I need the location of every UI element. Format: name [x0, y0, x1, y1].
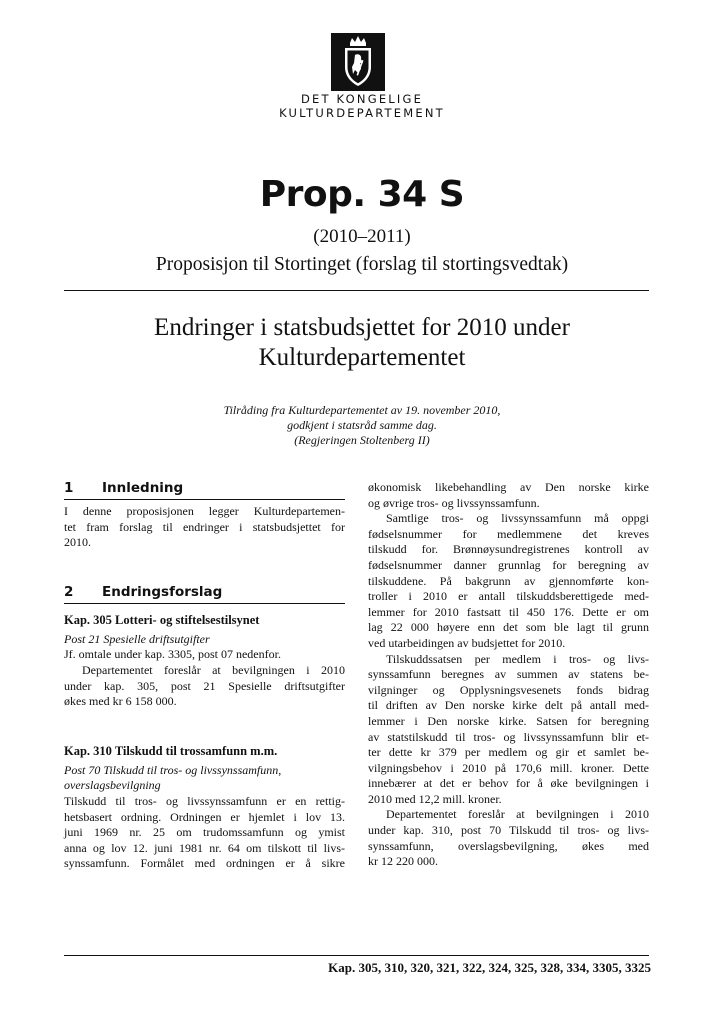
- document-title-line2: Kulturdepartementet: [258, 344, 466, 371]
- paragraph-line: Samtlige tros- og livssynssamfunn må oppgi: [386, 511, 649, 526]
- paragraph-line: Departementet foreslår at bevilgningen i 2010: [82, 662, 345, 677]
- norwegian-coat-of-arms-icon: [331, 33, 385, 91]
- department-name-line2: KULTURDEPARTEMENT: [279, 106, 445, 120]
- paragraph-line: Tilskudd til tros- og livssynssamfunn er en rettig-: [64, 793, 345, 808]
- section-title: Endringsforslag: [102, 583, 223, 600]
- footer-divider: [64, 955, 649, 956]
- paragraph-line: ter dette kr 379 per medlem og gir et samlet be-: [368, 745, 649, 760]
- paragraph-line: vilgningsbehov i 2010 på 170,6 mill. kroner. Dette: [368, 760, 649, 775]
- right-column: [368, 480, 649, 870]
- paragraph-line: synssamfunn beregnes av summen av statens be-: [368, 667, 649, 682]
- paragraph-line: fødselsnummer for medlemmene det kreves: [368, 526, 649, 541]
- section-1-heading: [64, 480, 345, 500]
- paragraph-line: lag 22 000 høyere enn det som ble lagt til grunn: [368, 620, 649, 635]
- footer-chapter-list: Kap. 305, 310, 320, 321, 322, 324, 325, 328, 334, 3305, 3325: [328, 960, 651, 975]
- section-2-heading: [64, 584, 345, 604]
- section-title: Innledning: [102, 480, 184, 496]
- paragraph-line: tilskuddene. På bakgrunn av gjennomførte kon-: [368, 573, 649, 588]
- proposition-type: Proposisjon til Stortinget (forslag til stortingsvedtak): [155, 254, 569, 275]
- paragraph-line: innebærer at det er behov for å øke bevilgningen i: [368, 776, 649, 791]
- chapter-heading: Kap. 305 Lotteri- og stiftelsestilsynet: [64, 612, 260, 627]
- paragraph-line: synssamfunn. Formålet med ordningen er å sikre: [64, 856, 345, 871]
- session-years: (2010–2011): [313, 226, 411, 247]
- paragraph-line: juni 1969 nr. 25 om trudomssamfunn og ymist: [64, 825, 345, 840]
- paragraph-line: økonomisk likebehandling av Den norske kirke: [368, 480, 649, 494]
- paragraph-line: og øvrige tros- og livssynssamfunn.: [368, 495, 540, 510]
- document-title: [70, 313, 654, 373]
- paragraph-line: synssamfunn, overslagsbevilgning, økes med: [368, 838, 649, 853]
- paragraph-line: under kap. 310, post 70 Tilskudd til tros- og livs-: [368, 823, 649, 838]
- approval-line1: Tilråding fra Kulturdepartementet av 19. november 2010,: [223, 403, 501, 417]
- paragraph-line: økes med kr 6 158 000.: [64, 694, 177, 709]
- paragraph-line: av statstilskudd til tros- og livssynssamfunn blir et-: [368, 729, 649, 744]
- paragraph-line: 2010 med 12,2 mill. kroner.: [368, 791, 502, 806]
- paragraph-line: I denne proposisjonen legger Kulturdepartemen-: [64, 504, 345, 518]
- chapter-heading: Kap. 310 Tilskudd til trossamfunn m.m.: [64, 743, 278, 758]
- paragraph-line: fødselsnummer danner grunnlag for beregning av: [368, 557, 649, 572]
- paragraph-line: Departementet foreslår at bevilgningen i 2010: [386, 807, 649, 822]
- paragraph-line: tilskudd for. Brønnøysundregistrenes kontroll av: [368, 542, 649, 557]
- paragraph-line: lemmer for 2010 fastsatt til 450 176. Dette er om: [368, 604, 649, 619]
- paragraph-line: anna og lov 12. juni 1981 nr. 64 om tilskott til livs-: [64, 840, 345, 855]
- left-column: [64, 480, 345, 872]
- post-heading: Post 21 Spesielle driftsutgifter: [64, 631, 210, 646]
- paragraph-line: troller i 2010 er antall tilskuddsberettigede med-: [368, 589, 649, 604]
- approval-line2: godkjent i statsråd samme dag.: [287, 418, 437, 432]
- paragraph-line: hetsbasert ordning. Ordningen er hjemlet i lov 13.: [64, 809, 345, 824]
- approval-line3: (Regjeringen Stoltenberg II): [294, 433, 430, 447]
- paragraph-line: Jf. omtale under kap. 3305, post 07 nedenfor.: [64, 647, 281, 662]
- paragraph-line: tet fram forslag til endringer i statsbudsjettet for: [64, 519, 345, 534]
- paragraph-line: under kap. 305, post 21 Spesielle driftsutgifter: [64, 678, 345, 693]
- section-number: 2: [64, 583, 74, 600]
- paragraph-line: Tilskuddssatsen per medlem i tros- og livs-: [386, 651, 649, 666]
- post-heading: Post 70 Tilskudd til tros- og livssynssamfunn,: [64, 762, 282, 777]
- paragraph-line: til driften av Den norske kirke delt på antall med-: [368, 698, 649, 713]
- paragraph-line: vilgninger og Opplysningsvesenets fonds bidrag: [368, 682, 649, 697]
- paragraph-line: lemmer i Den norske kirke. Satsen for beregning: [368, 713, 649, 728]
- post-heading: overslagsbevilgning: [64, 778, 161, 793]
- proposition-number: Prop. 34 S: [259, 174, 465, 215]
- paragraph-line: kr 12 220 000.: [368, 854, 438, 869]
- paragraph-line: ved utarbeidingen av budsjettet for 2010.: [368, 635, 566, 650]
- title-divider: [64, 290, 649, 291]
- department-name-line1: DET KONGELIGE: [300, 92, 424, 106]
- document-title-line1: Endringer i statsbudsjettet for 2010 under: [154, 314, 570, 341]
- section-number: 1: [64, 480, 74, 496]
- approval-note: [70, 403, 654, 448]
- paragraph-line: 2010.: [64, 535, 91, 550]
